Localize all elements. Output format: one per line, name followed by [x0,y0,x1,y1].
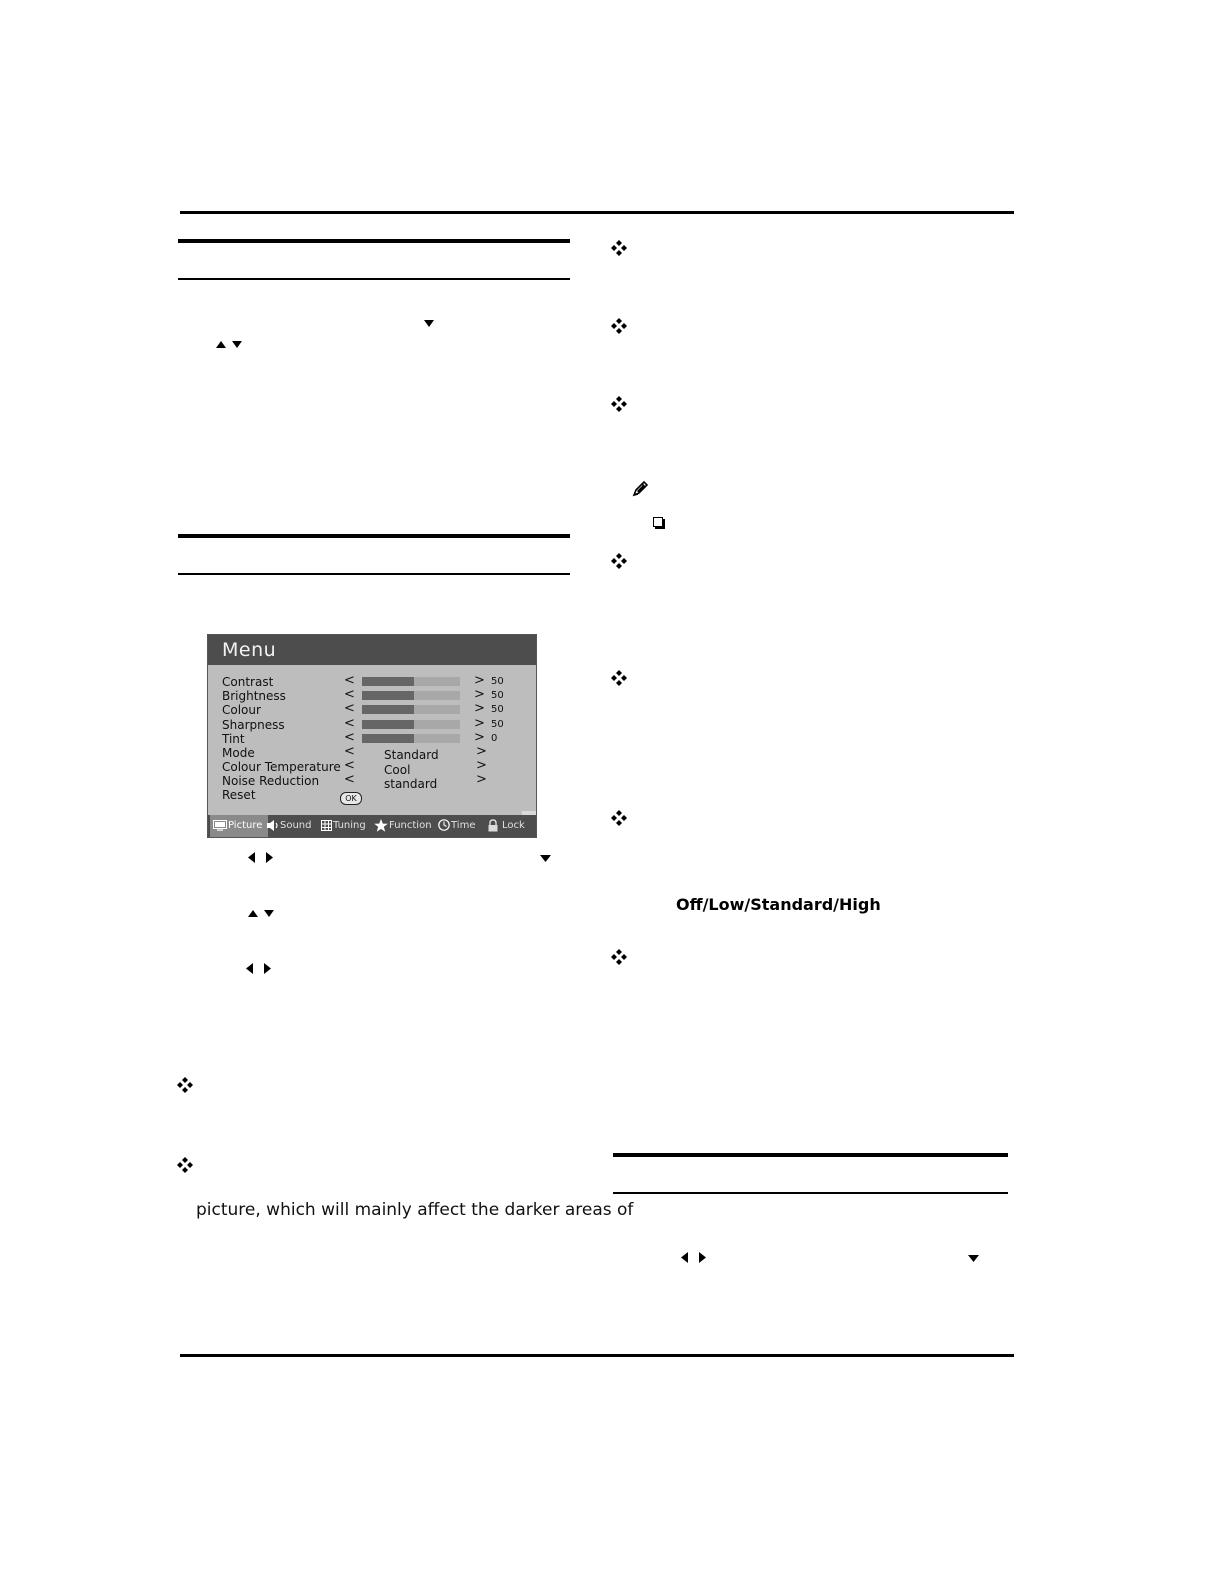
four-diamond-bullet-icon [611,240,627,256]
grid-icon [321,820,332,831]
four-diamond-bullet-icon [611,318,627,334]
section-2-bottom-rule [178,573,570,575]
down-arrow-icon [232,341,242,349]
decrease-arrow[interactable]: < [344,687,355,702]
right-arrow-icon [699,1252,707,1263]
level-bar-fill [362,720,414,729]
tv-icon [213,820,227,831]
previous-option-arrow[interactable]: < [344,758,355,773]
tab-function[interactable] [374,815,432,837]
level-value: 50 [491,704,504,715]
level-bar-fill [362,691,414,700]
menu-tab-bar [208,815,536,837]
header-rule [180,211,1014,214]
level-bar[interactable] [362,734,460,743]
tab-sound[interactable] [267,815,312,837]
tab-label: Time [451,820,476,831]
row-label: Reset [222,788,256,802]
section-1-bottom-rule [178,278,570,280]
down-arrow-icon [968,1255,979,1263]
section-3-top-rule [613,1153,1008,1157]
row-label: Brightness [222,689,286,703]
square-bullet-icon [653,517,663,527]
tab-label: Lock [502,820,525,831]
increase-arrow[interactable]: > [474,687,485,702]
option-value: Cool [384,763,411,777]
four-diamond-bullet-icon [611,949,627,965]
increase-arrow[interactable]: > [474,673,485,688]
next-option-arrow[interactable]: > [476,744,487,759]
menu-header [208,635,536,665]
level-bar[interactable] [362,720,460,729]
up-arrow-icon [248,910,258,918]
down-arrow-icon [540,855,551,863]
row-label: Colour [222,703,261,717]
level-value: 0 [491,733,498,744]
section-2-top-rule [178,534,570,538]
down-arrow-icon [424,320,434,328]
left-arrow-icon [248,852,256,863]
tab-lock[interactable] [487,815,525,837]
decrease-arrow[interactable]: < [344,716,355,731]
right-arrow-icon [264,963,272,974]
menu-row-brightness[interactable] [208,689,536,703]
level-bar[interactable] [362,677,460,686]
noise-reduction-options: Off/Low/Standard/High [676,895,881,914]
menu-row-reset[interactable] [208,788,536,802]
star-icon [374,819,388,832]
row-label: Contrast [222,675,274,689]
menu-row-noise-reduction[interactable] [208,772,536,791]
row-label: Noise Reduction [222,774,320,788]
clock-icon [438,819,450,831]
four-diamond-bullet-icon [177,1157,193,1173]
four-diamond-bullet-icon [177,1077,193,1093]
section-1-top-rule [178,239,570,243]
menu-row-sharpness[interactable] [208,718,536,732]
row-label: Colour Temperature [222,760,341,774]
tab-label: Sound [280,820,312,831]
decrease-arrow[interactable]: < [344,730,355,745]
right-arrow-icon [266,852,274,863]
level-bar-fill [362,677,414,686]
tab-time[interactable] [438,815,475,837]
tv-picture-menu [207,634,537,838]
level-bar-fill [362,705,414,714]
four-diamond-bullet-icon [611,810,627,826]
four-diamond-bullet-icon [611,396,627,412]
previous-option-arrow[interactable]: < [344,744,355,759]
four-diamond-bullet-icon [611,670,627,686]
speaker-icon [267,820,279,831]
row-label: Mode [222,746,255,760]
lock-icon [487,819,499,832]
level-bar[interactable] [362,705,460,714]
tab-label: Picture [228,820,263,831]
level-value: 50 [491,719,504,730]
increase-arrow[interactable]: > [474,730,485,745]
decrease-arrow[interactable]: < [344,673,355,688]
increase-arrow[interactable]: > [474,716,485,731]
level-bar-fill [362,734,414,743]
tab-tuning[interactable] [321,815,366,837]
left-arrow-icon [681,1252,689,1263]
level-value: 50 [491,676,504,687]
section-3-bottom-rule [613,1192,1008,1194]
menu-row-contrast[interactable] [208,675,536,689]
previous-option-arrow[interactable]: < [344,772,355,787]
tab-label: Tuning [333,820,366,831]
menu-row-colour[interactable] [208,703,536,717]
up-arrow-icon [216,341,226,349]
option-value: standard [384,777,438,791]
level-bar[interactable] [362,691,460,700]
level-value: 50 [491,690,504,701]
option-value: Standard [384,748,439,762]
ok-button[interactable]: OK [340,792,362,805]
increase-arrow[interactable]: > [474,701,485,716]
decrease-arrow[interactable]: < [344,701,355,716]
next-option-arrow[interactable]: > [476,772,487,787]
down-arrow-icon [264,910,274,918]
footer-rule [180,1354,1014,1357]
row-label: Sharpness [222,718,285,732]
tab-label: Function [389,820,432,831]
left-arrow-icon [246,963,254,974]
tab-picture[interactable] [210,815,268,837]
next-option-arrow[interactable]: > [476,758,487,773]
menu-title: Menu [222,639,277,661]
body-text-fragment: picture, which will mainly affect the darker areas of [196,1200,634,1220]
pencil-note-icon [630,479,650,499]
row-label: Tint [222,732,245,746]
four-diamond-bullet-icon [611,553,627,569]
